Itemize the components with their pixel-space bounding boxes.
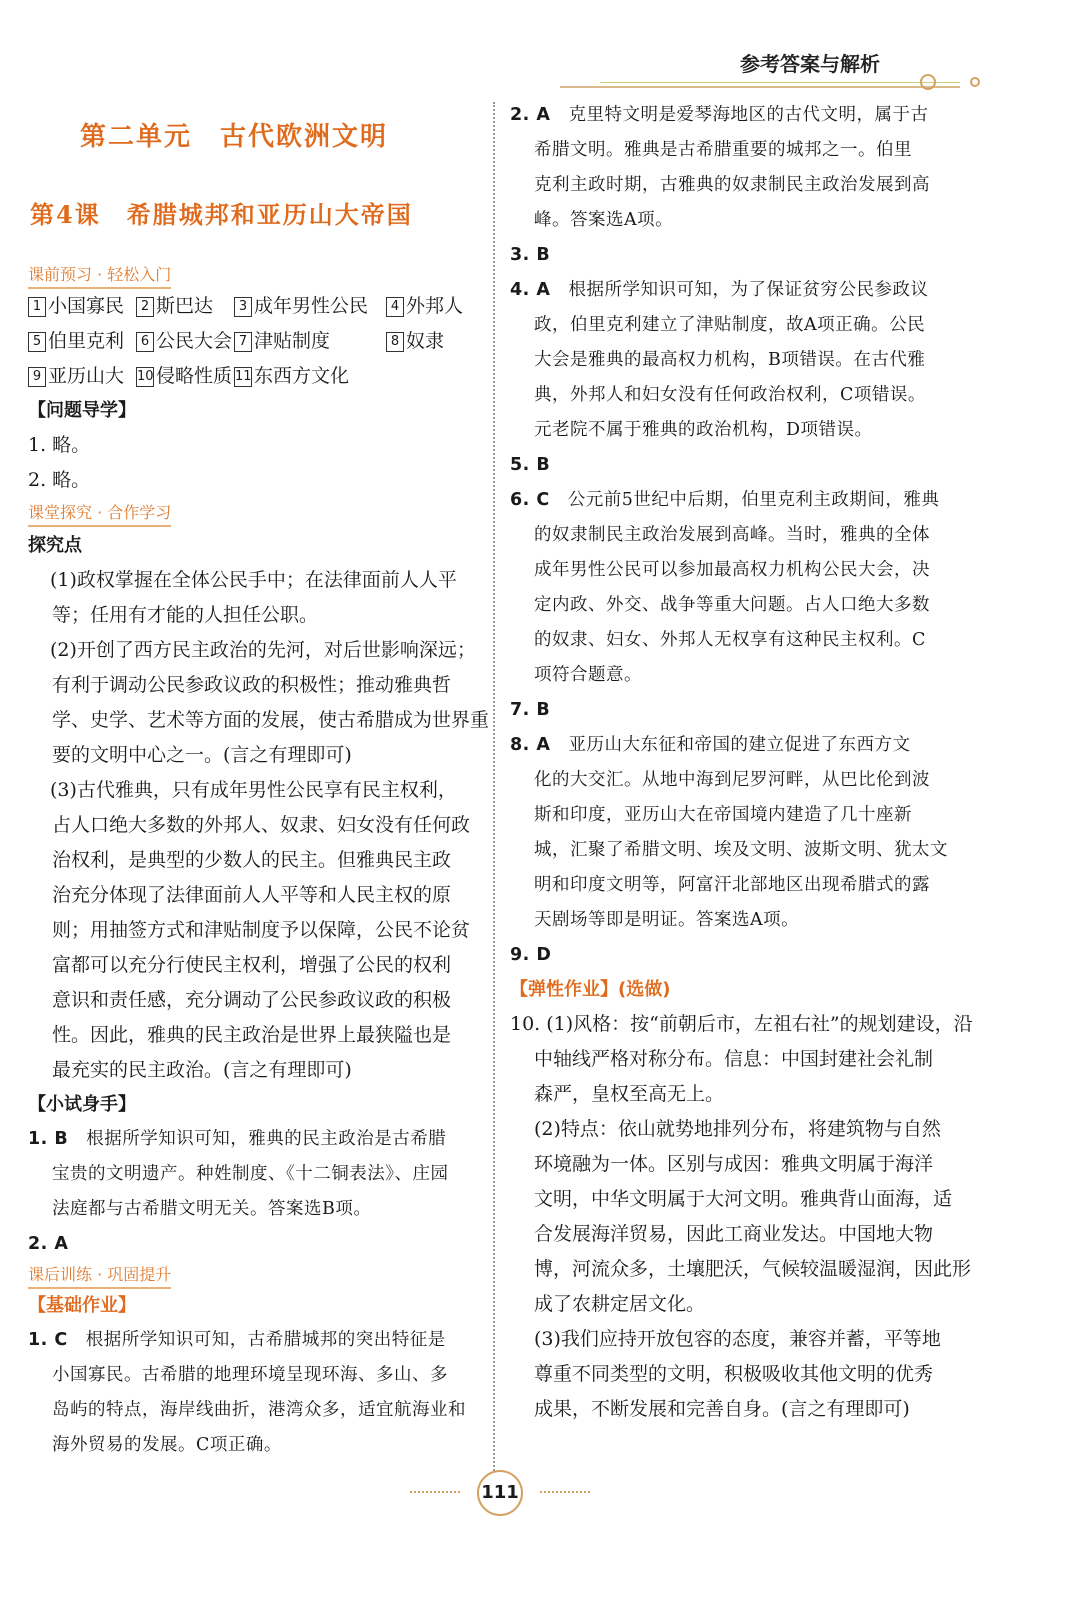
keyword-item <box>234 324 386 359</box>
answer-line <box>510 658 960 693</box>
header-rule-thin <box>600 82 960 83</box>
keyword-item <box>234 289 386 324</box>
keyword-number: 1 <box>28 297 46 317</box>
text-line: 治权利，是典型的少数人的民主。但雅典民主政 <box>52 849 452 871</box>
text-line: (3)古代雅典，只有成年男性公民享有民主权利， <box>50 779 457 801</box>
keyword-item <box>28 324 136 359</box>
right-answers <box>510 98 960 973</box>
basic-homework-answers <box>28 1323 480 1463</box>
answer-text: 根据所学知识可知，古希腊城邦的突出特征是 <box>67 1330 446 1350</box>
text-line: 2. 略。 <box>28 469 91 491</box>
answer-choice: 1. C <box>28 1330 68 1350</box>
page-number-right-dots <box>540 1491 590 1493</box>
answer-line <box>510 483 960 518</box>
keyword-text: 侵略性质 <box>156 365 233 387</box>
answer-text: 克里特文明是爱琴海地区的古代文明，属于古 <box>550 105 929 125</box>
answer-line <box>510 413 960 448</box>
answer-text: 的奴隶制民主政治发展到高峰。当时，雅典的全体 <box>534 525 930 545</box>
keyword-answers <box>28 289 480 394</box>
text-line: 最充实的民主政治。(言之有理即可) <box>52 1059 352 1081</box>
answer-text: 政，伯里克利建立了津贴制度，故A项正确。公民 <box>534 315 926 335</box>
answer-line <box>510 903 960 938</box>
answer-line <box>510 868 960 903</box>
answer-text: 化的大交汇。从地中海到尼罗河畔，从巴比伦到波 <box>534 770 930 790</box>
keyword-number: 3 <box>234 297 252 317</box>
text-line: 环境融为一体。区别与成因：雅典文明属于海洋 <box>534 1153 934 1175</box>
text-line: 成了农耕定居文化。 <box>534 1293 706 1315</box>
text-line: 合发展海洋贸易，因此工商业发达。中国地大物 <box>534 1223 934 1245</box>
answer-text: 希腊文明。雅典是古希腊重要的城邦之一。伯里 <box>534 140 912 160</box>
keyword-text: 斯巴达 <box>156 295 214 317</box>
keyword-text: 小国寡民 <box>48 295 125 317</box>
answer-text: 岛屿的特点，海岸线曲折，港湾众多，适宜航海业和 <box>52 1400 466 1420</box>
text-line: 有利于调动公民参政议政的积极性；推动雅典哲 <box>52 674 452 696</box>
answer-line <box>28 1122 480 1157</box>
keyword-text: 奴隶 <box>406 330 445 352</box>
preview-section-label: 课前预习 · 轻松入门 <box>28 262 171 289</box>
keyword-number: 2 <box>136 297 154 317</box>
answer-line <box>28 1157 480 1192</box>
text-line: 1. 略。 <box>28 434 91 456</box>
answer-text: 城，汇聚了希腊文明、埃及文明、波斯文明、犹太文 <box>534 840 948 860</box>
keyword-number: 4 <box>386 297 404 317</box>
answer-line <box>510 133 960 168</box>
answer-choice: 5. B <box>510 455 551 475</box>
answer-line <box>28 1323 480 1358</box>
answer-text: 典，外邦人和妇女没有任何政治权利，C项错误。 <box>534 385 926 405</box>
keyword-number: 8 <box>386 332 404 352</box>
answer-text: 法庭都与古希腊文明无关。答案选B项。 <box>52 1199 372 1219</box>
keyword-number: 11 <box>234 367 252 387</box>
answer-text: 根据所学知识可知，雅典的民主政治是古希腊 <box>68 1129 447 1149</box>
answer-text: 天剧场等即是明证。答案选A项。 <box>534 910 800 930</box>
explore-heading: 探究点 <box>28 535 82 556</box>
keyword-text: 公民大会 <box>156 330 233 352</box>
header-dot-icon <box>920 74 936 90</box>
answer-line <box>510 448 960 483</box>
answer-text: 克利主政时期，古雅典的奴隶制民主政治发展到高 <box>534 175 930 195</box>
keyword-text: 津贴制度 <box>254 330 331 352</box>
lesson-title: 第4课 希腊城邦和亚历山大帝国 <box>30 200 413 229</box>
keyword-number: 5 <box>28 332 46 352</box>
text-line: (3)我们应持开放包容的态度，兼容并蓄，平等地 <box>534 1328 941 1350</box>
answer-line <box>510 98 960 133</box>
answer-choice: 8. A <box>510 735 551 755</box>
answer-line <box>510 623 960 658</box>
answer-text: 元老院不属于雅典的政治机构，D项错误。 <box>534 420 873 440</box>
answer-line <box>28 1192 480 1227</box>
column-divider <box>493 102 495 1482</box>
text-line: 富都可以充分行使民主权利，增强了公民的权利 <box>52 954 452 976</box>
answer-line <box>28 1428 480 1463</box>
answer-text: 宝贵的文明遗产。种姓制度、《十二铜表法》、庄园 <box>52 1164 449 1184</box>
keyword-item <box>136 324 234 359</box>
keyword-text: 成年男性公民 <box>254 295 369 317</box>
text-line: (2)特点：依山就势地排列分布，将建筑物与自然 <box>534 1118 941 1140</box>
text-line: 尊重不同类型的文明，积极吸收其他文明的优秀 <box>534 1363 934 1385</box>
answer-choice: 7. B <box>510 700 551 720</box>
answer-choice: 2. A <box>28 1234 69 1254</box>
keyword-text: 外邦人 <box>406 295 464 317</box>
answer-line <box>510 273 960 308</box>
answer-line <box>510 763 960 798</box>
keyword-text: 东西方文化 <box>254 365 350 387</box>
answer-line <box>510 308 960 343</box>
trial-heading: 【小试身手】 <box>28 1094 136 1115</box>
answer-choice: 1. B <box>28 1129 69 1149</box>
question-10-answer <box>510 1007 973 1427</box>
answer-line <box>510 938 960 973</box>
answer-line <box>510 553 960 588</box>
keyword-text: 伯里克利 <box>48 330 125 352</box>
answer-choice: 6. C <box>510 490 550 510</box>
elastic-homework-heading: 【弹性作业】(选做) <box>510 979 671 1000</box>
answer-line <box>28 1358 480 1393</box>
page-number-left-dots <box>410 1491 460 1493</box>
text-line: 文明，中华文明属于大河文明。雅典背山面海，适 <box>534 1188 953 1210</box>
text-line: 性。因此，雅典的民主政治是世界上最狭隘也是 <box>52 1024 452 1046</box>
answer-line <box>510 693 960 728</box>
text-line: (1)政权掌握在全体公民手中；在法律面前人人平 <box>50 569 457 591</box>
answer-text: 海外贸易的发展。C项正确。 <box>52 1435 282 1455</box>
answer-line <box>510 798 960 833</box>
answer-line <box>510 168 960 203</box>
text-line: 则；用抽签方式和津贴制度予以保障，公民不论贫 <box>52 919 471 941</box>
explore-answers <box>28 563 490 1088</box>
answer-choice: 2. A <box>510 105 551 125</box>
keyword-item <box>28 359 136 394</box>
answer-line <box>510 833 960 868</box>
keyword-item <box>386 324 486 359</box>
page-number-badge <box>420 1470 580 1516</box>
keyword-item <box>386 289 486 324</box>
answer-text: 峰。答案选A项。 <box>534 210 674 230</box>
keyword-item <box>136 359 234 394</box>
answer-line <box>510 588 960 623</box>
text-line: 森严，皇权至高无上。 <box>534 1083 725 1105</box>
answer-line <box>510 343 960 378</box>
answer-text: 大会是雅典的最高权力机构，B项错误。在古代雅 <box>534 350 926 370</box>
keyword-number: 7 <box>234 332 252 352</box>
text-line: 博，河流众多，土壤肥沃，气候较温暖湿润，因此形 <box>534 1258 972 1280</box>
text-line: 等；任用有才能的人担任公职。 <box>52 604 319 626</box>
answer-text: 项符合题意。 <box>534 665 642 685</box>
class-section-label: 课堂探究 · 合作学习 <box>28 500 171 527</box>
answer-text: 小国寡民。古希腊的地理环境呈现环海、多山、多 <box>52 1365 448 1385</box>
right-column <box>510 98 973 1427</box>
guide-heading: 【问题导学】 <box>28 400 136 421</box>
guide-answers <box>28 428 480 498</box>
header-small-dot-icon <box>970 77 980 87</box>
answer-line <box>510 238 960 273</box>
page-header <box>540 48 1010 98</box>
keyword-item <box>234 359 386 394</box>
answer-line <box>510 378 960 413</box>
answer-choice: 3. B <box>510 245 551 265</box>
answer-choice: 9. D <box>510 945 552 965</box>
answer-line <box>510 203 960 238</box>
text-line: 成果，不断发展和完善自身。(言之有理即可) <box>534 1398 910 1420</box>
answer-text: 亚历山大东征和帝国的建立促进了东西方文 <box>550 735 911 755</box>
answer-text: 公元前5世纪中后期，伯里克利主政期间，雅典 <box>549 490 940 510</box>
text-line: 中轴线严格对称分布。信息：中国封建社会礼制 <box>534 1048 934 1070</box>
answer-text: 斯和印度，亚历山大在帝国境内建造了几十座新 <box>534 805 912 825</box>
header-title: 参考答案与解析 <box>740 52 880 76</box>
text-line: 占人口绝大多数的外邦人、奴隶、妇女没有任何政 <box>52 814 471 836</box>
text-line: 要的文明中心之一。(言之有理即可) <box>52 744 352 766</box>
keyword-number: 10 <box>136 367 154 387</box>
page-number: 111 <box>477 1470 523 1516</box>
keyword-text: 亚历山大 <box>48 365 125 387</box>
keyword-item <box>28 289 136 324</box>
trial-answers <box>28 1122 480 1262</box>
text-line: 10. (1)风格：按“前朝后市，左祖右社”的规划建设，沿 <box>510 1013 973 1035</box>
answer-line <box>28 1393 480 1428</box>
answer-text: 成年男性公民可以参加最高权力机构公民大会，决 <box>534 560 930 580</box>
answer-choice: 4. A <box>510 280 551 300</box>
answer-line <box>510 728 960 763</box>
answer-text: 明和印度文明等，阿富汗北部地区出现希腊式的露 <box>534 875 930 895</box>
text-line: (2)开创了西方民主政治的先河，对后世影响深远； <box>50 639 476 661</box>
header-rule <box>560 86 960 88</box>
unit-title: 第二单元 古代欧洲文明 <box>80 122 389 152</box>
keyword-number: 9 <box>28 367 46 387</box>
text-line: 意识和责任感，充分调动了公民参政议政的积极 <box>52 989 452 1011</box>
after-class-section-label: 课后训练 · 巩固提升 <box>28 1262 171 1289</box>
basic-homework-heading: 【基础作业】 <box>28 1295 136 1316</box>
text-line: 学、史学、艺术等方面的发展，使古希腊成为世界重 <box>52 709 490 731</box>
answer-text: 定内政、外交、战争等重大问题。占人口绝大多数 <box>534 595 930 615</box>
left-column <box>28 262 490 1463</box>
keyword-item <box>136 289 234 324</box>
answer-line <box>510 518 960 553</box>
keyword-number: 6 <box>136 332 154 352</box>
answer-text: 的奴隶、妇女、外邦人无权享有这种民主权利。C <box>534 630 926 650</box>
answer-line <box>28 1227 480 1262</box>
answer-text: 根据所学知识可知，为了保证贫穷公民参政议 <box>550 280 929 300</box>
text-line: 治充分体现了法律面前人人平等和人民主权的原 <box>52 884 452 906</box>
